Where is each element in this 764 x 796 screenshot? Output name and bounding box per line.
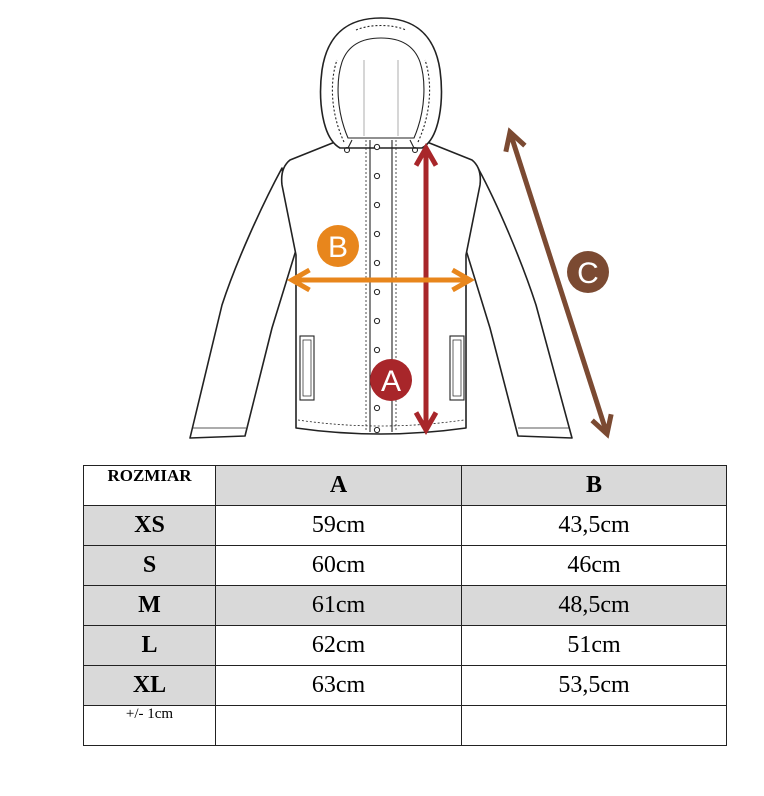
- table-row: [84, 666, 727, 706]
- size-table: [83, 465, 727, 746]
- label-c-badge: [567, 251, 609, 293]
- size-cell: XL: [84, 666, 216, 706]
- value-b-cell: 48,5cm: [462, 586, 727, 626]
- label-a-badge: [370, 359, 412, 401]
- left-sleeve: [190, 168, 296, 438]
- table-row: [84, 506, 727, 546]
- tolerance-note: +/- 1cm: [84, 706, 216, 746]
- size-cell: M: [84, 586, 216, 626]
- value-a-cell: 61cm: [216, 586, 462, 626]
- right-sleeve: [466, 168, 572, 438]
- size-cell: L: [84, 626, 216, 666]
- column-header-a: A: [216, 466, 462, 506]
- value-b-cell: 43,5cm: [462, 506, 727, 546]
- empty-cell: [462, 706, 727, 746]
- table-row: [84, 626, 727, 666]
- empty-cell: [216, 706, 462, 746]
- value-a-cell: 60cm: [216, 546, 462, 586]
- value-a-cell: 59cm: [216, 506, 462, 546]
- label-a-text: A: [380, 365, 402, 398]
- size-cell: XS: [84, 506, 216, 546]
- value-a-cell: 62cm: [216, 626, 462, 666]
- table-row: [84, 546, 727, 586]
- tolerance-row: [84, 706, 727, 746]
- size-column-header: ROZMIAR: [84, 466, 216, 506]
- label-b-badge: [317, 225, 359, 267]
- size-cell: S: [84, 546, 216, 586]
- value-a-cell: 63cm: [216, 666, 462, 706]
- value-b-cell: 51cm: [462, 626, 727, 666]
- label-c-text: C: [577, 257, 599, 290]
- column-header-b: B: [462, 466, 727, 506]
- value-b-cell: 53,5cm: [462, 666, 727, 706]
- table-header-row: [84, 466, 727, 506]
- label-b-text: B: [327, 231, 349, 264]
- value-b-cell: 46cm: [462, 546, 727, 586]
- table-row: [84, 586, 727, 626]
